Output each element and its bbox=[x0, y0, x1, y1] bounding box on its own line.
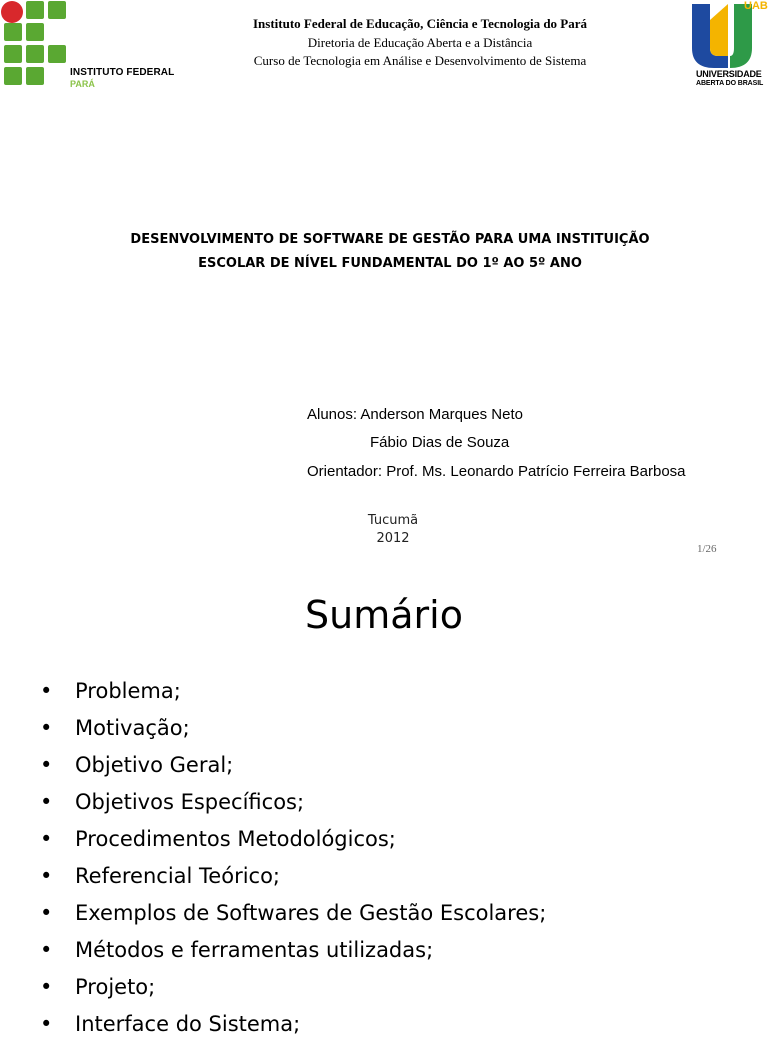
uab-logo-name: UNIVERSIDADE bbox=[696, 69, 762, 79]
advisor-line: Orientador: Prof. Ms. Leonardo Patrício Ferreira Barbosa bbox=[307, 463, 686, 480]
bullet-icon: • bbox=[40, 827, 53, 851]
uab-logo-subname: ABERTA DO BRASIL bbox=[696, 80, 764, 87]
directorate-name: Diretoria de Educação Aberta e a Distância bbox=[307, 35, 533, 50]
bullet-icon: • bbox=[40, 864, 53, 888]
bullet-icon: • bbox=[40, 753, 53, 777]
bullet-icon: • bbox=[40, 975, 53, 999]
summary-item-label: Objetivo Geral; bbox=[75, 753, 234, 777]
ifpa-logo-text: INSTITUTO FEDERAL bbox=[70, 67, 175, 78]
summary-item-label: Exemplos de Softwares de Gestão Escolares; bbox=[75, 901, 547, 925]
summary-item-label: Métodos e ferramentas utilizadas; bbox=[75, 938, 434, 962]
thesis-title-line1: DESENVOLVIMENTO DE SOFTWARE DE GESTÃO PARA UMA INSTITUIÇÃO bbox=[130, 232, 650, 247]
bullet-icon: • bbox=[40, 790, 53, 814]
year: 2012 bbox=[376, 531, 410, 546]
summary-item-label: Objetivos Específicos; bbox=[75, 790, 305, 814]
bullet-icon: • bbox=[40, 716, 53, 740]
summary-item-label: Interface do Sistema; bbox=[75, 1012, 301, 1036]
bullet-icon: • bbox=[40, 1012, 53, 1036]
summary-item-label: Motivação; bbox=[75, 716, 190, 740]
summary-item-label: Referencial Teórico; bbox=[75, 864, 281, 888]
bullet-icon: • bbox=[40, 679, 53, 703]
summary-item-label: Procedimentos Metodológicos; bbox=[75, 827, 396, 851]
students-line1: Alunos: Anderson Marques Neto bbox=[307, 406, 523, 423]
uab-logo-abbr: UAB bbox=[744, 0, 768, 12]
summary-title: Sumário bbox=[305, 593, 463, 637]
summary-item-label: Problema; bbox=[75, 679, 181, 703]
city: Tucumã bbox=[367, 513, 419, 528]
bullet-icon: • bbox=[40, 938, 53, 962]
summary-item-label: Projeto; bbox=[75, 975, 156, 999]
thesis-title-line2: ESCOLAR DE NÍVEL FUNDAMENTAL DO 1º AO 5º ANO bbox=[198, 256, 582, 271]
students-line2: Fábio Dias de Souza bbox=[370, 434, 510, 451]
bullet-icon: • bbox=[40, 901, 53, 925]
page-number: 1/26 bbox=[697, 543, 717, 555]
course-name: Curso de Tecnologia em Análise e Desenvolvimento de Sistema bbox=[253, 53, 587, 68]
institution-name: Instituto Federal de Educação, Ciência e Tecnologia do Pará bbox=[252, 16, 588, 31]
ifpa-logo-state: PARÁ bbox=[70, 79, 95, 89]
